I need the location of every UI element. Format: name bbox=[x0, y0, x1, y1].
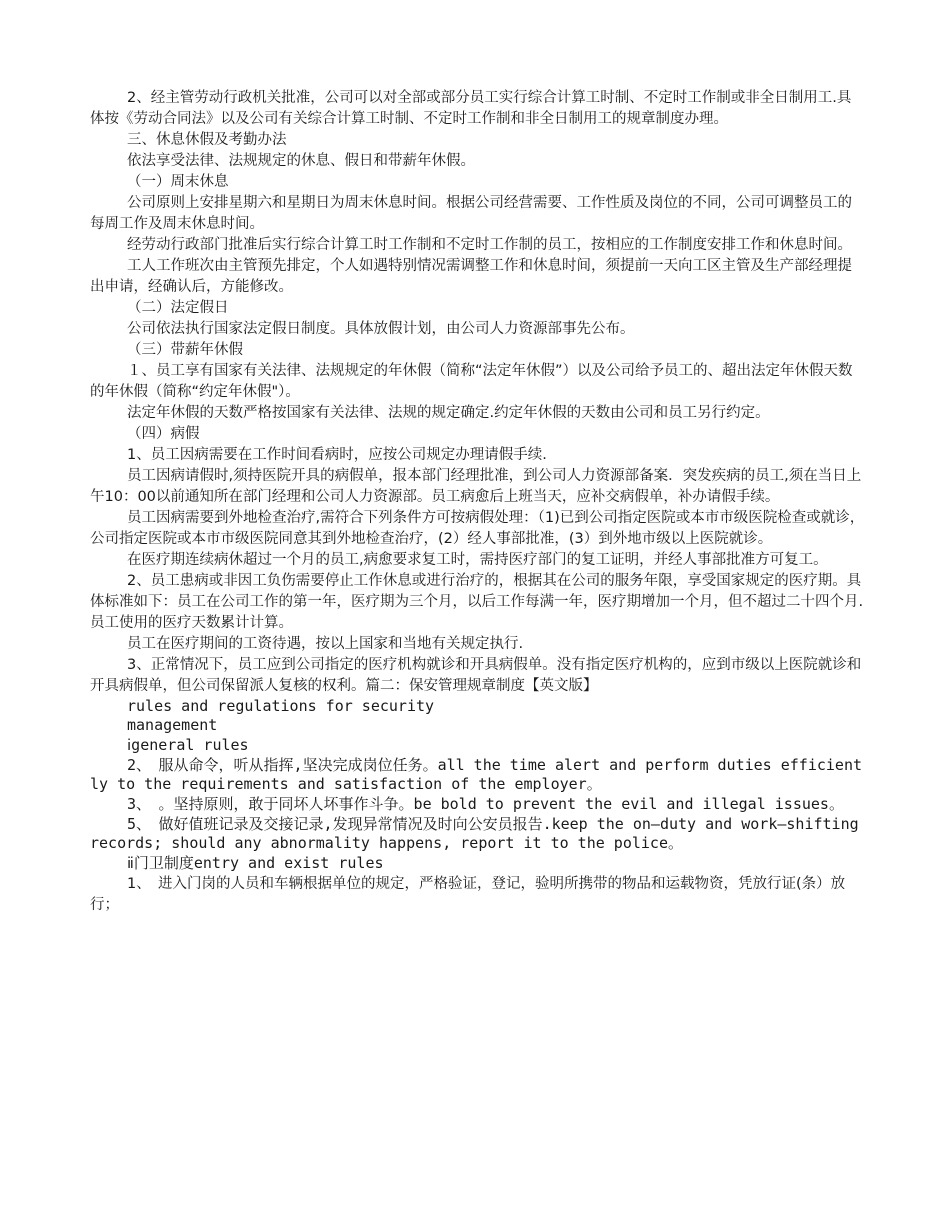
paragraph: 法定年休假的天数严格按国家有关法律、法规的规定确定.约定年休假的天数由公司和员工另行约定。 bbox=[127, 405, 770, 421]
rule-item-2: 2、 服从命令，听从指挥,坚决完成岗位任务。all the time alert and perform duties efficiently to the requirements and satisfaction of the employer。 bbox=[90, 756, 863, 793]
subsection-heading: （四）病假 bbox=[127, 426, 200, 442]
subsection-heading: （三）带薪年休假 bbox=[127, 342, 243, 358]
paragraph: 2、经主管劳动行政机关批准，公司可以对全部或部分员工实行综合计算工时制、不定时工作制或非全日制用工.具体按《劳动合同法》以及公司有关综合计算工时制、不定时工作制和非全日制用工的规章制度办理。 bbox=[90, 90, 852, 127]
rule-item-1: 1、 进入门岗的人员和车辆根据单位的规定，严格验证，登记，验明所携带的物品和运载物资，凭放行证(条）放行； bbox=[90, 876, 846, 913]
paragraph: 3、正常情况下，员工应到公司指定的医疗机构就诊和开具病假单。没有指定医疗机构的，应到市级以上医院就诊和开具病假单，但公司保留派人复核的权利。篇二：保安管理规章制度【英文版】 bbox=[90, 657, 862, 694]
english-title-line-1: rules and regulations for security bbox=[127, 697, 435, 715]
paragraph: 公司依法执行国家法定假日制度。具体放假计划，由公司人力资源部事先公布。 bbox=[127, 321, 635, 337]
paragraph: 员工因病需要到外地检查治疗,需符合下列条件方可按病假处理：（1)已到公司指定医院或本市市级医院检查或就诊，公司指定医院或本市市级医院同意其到外地检查治疗，(2）经人事部批准，(3）到外地市级以上医院就诊。 bbox=[90, 510, 865, 547]
paragraph: １、员工享有国家有关法律、法规规定的年休假（简称“法定年休假”）以及公司给予员工的、超出法定年休假天数的年休假（简称“约定年休假"）。 bbox=[90, 363, 853, 400]
english-title-line-2: management bbox=[127, 716, 218, 734]
rule-item-3: 3、 。坚持原则，敢于同坏人坏事作斗争。be bold to prevent the evil and illegal issues。 bbox=[127, 795, 844, 813]
paragraph: 工人工作班次由主管预先排定，个人如遇特别情况需调整工作和休息时间，须提前一天向工区主管及生产部经理提出申请，经确认后，方能修改。 bbox=[90, 258, 852, 295]
paragraph: 公司原则上安排星期六和星期日为周末休息时间。根据公司经营需要、工作性质及岗位的不同，公司可调整员工的每周工作及周末休息时间。 bbox=[90, 195, 852, 232]
rule-item-5: 5、 做好值班记录及交接记录,发现异常情况及时向公安员报告.keep the on—duty and work—shifting records; should any abnormality happens, report it to the police。 bbox=[90, 815, 859, 852]
section-heading-general-rules: ⅰgeneral rules bbox=[127, 736, 249, 754]
paragraph: 经劳动行政部门批准后实行综合计算工时工作制和不定时工作制的员工，按相应的工作制度安排工作和休息时间。 bbox=[127, 237, 852, 253]
paragraph: 2、员工患病或非因工负伤需要停止工作休息或进行治疗的，根据其在公司的服务年限，享受国家规定的医疗期。具体标准如下：员工在公司工作的第一年，医疗期为三个月，以后工作每满一年，医疗期增加一个月，但不超过二十四个月.员工使用的医疗天数累计计算。 bbox=[90, 573, 864, 631]
paragraph: 员工在医疗期间的工资待遇，按以上国家和当地有关规定执行. bbox=[127, 636, 524, 652]
paragraph: 依法享受法律、法规规定的休息、假日和带薪年休假。 bbox=[127, 153, 475, 169]
document-page bbox=[90, 88, 865, 916]
section-heading-entry-rules: ⅱ门卫制度entry and exist rules bbox=[127, 854, 384, 872]
paragraph: 1、员工因病需要在工作时间看病时，应按公司规定办理请假手续. bbox=[127, 447, 547, 463]
subsection-heading: （二）法定假日 bbox=[127, 300, 229, 316]
subsection-heading: （一）周末休息 bbox=[127, 174, 229, 190]
paragraph: 在医疗期连续病休超过一个月的员工,病愈要求复工时，需持医疗部门的复工证明，并经人事部批准方可复工。 bbox=[127, 552, 828, 568]
section-heading: 三、休息休假及考勤办法 bbox=[127, 132, 287, 148]
paragraph: 员工因病请假时,须持医院开具的病假单，报本部门经理批准，到公司人力资源部备案．突发疾病的员工,须在当日上午10：00以前通知所在部门经理和公司人力资源部。员工病愈后上班当天，应补交病假单，补办请假手续。 bbox=[90, 468, 862, 505]
